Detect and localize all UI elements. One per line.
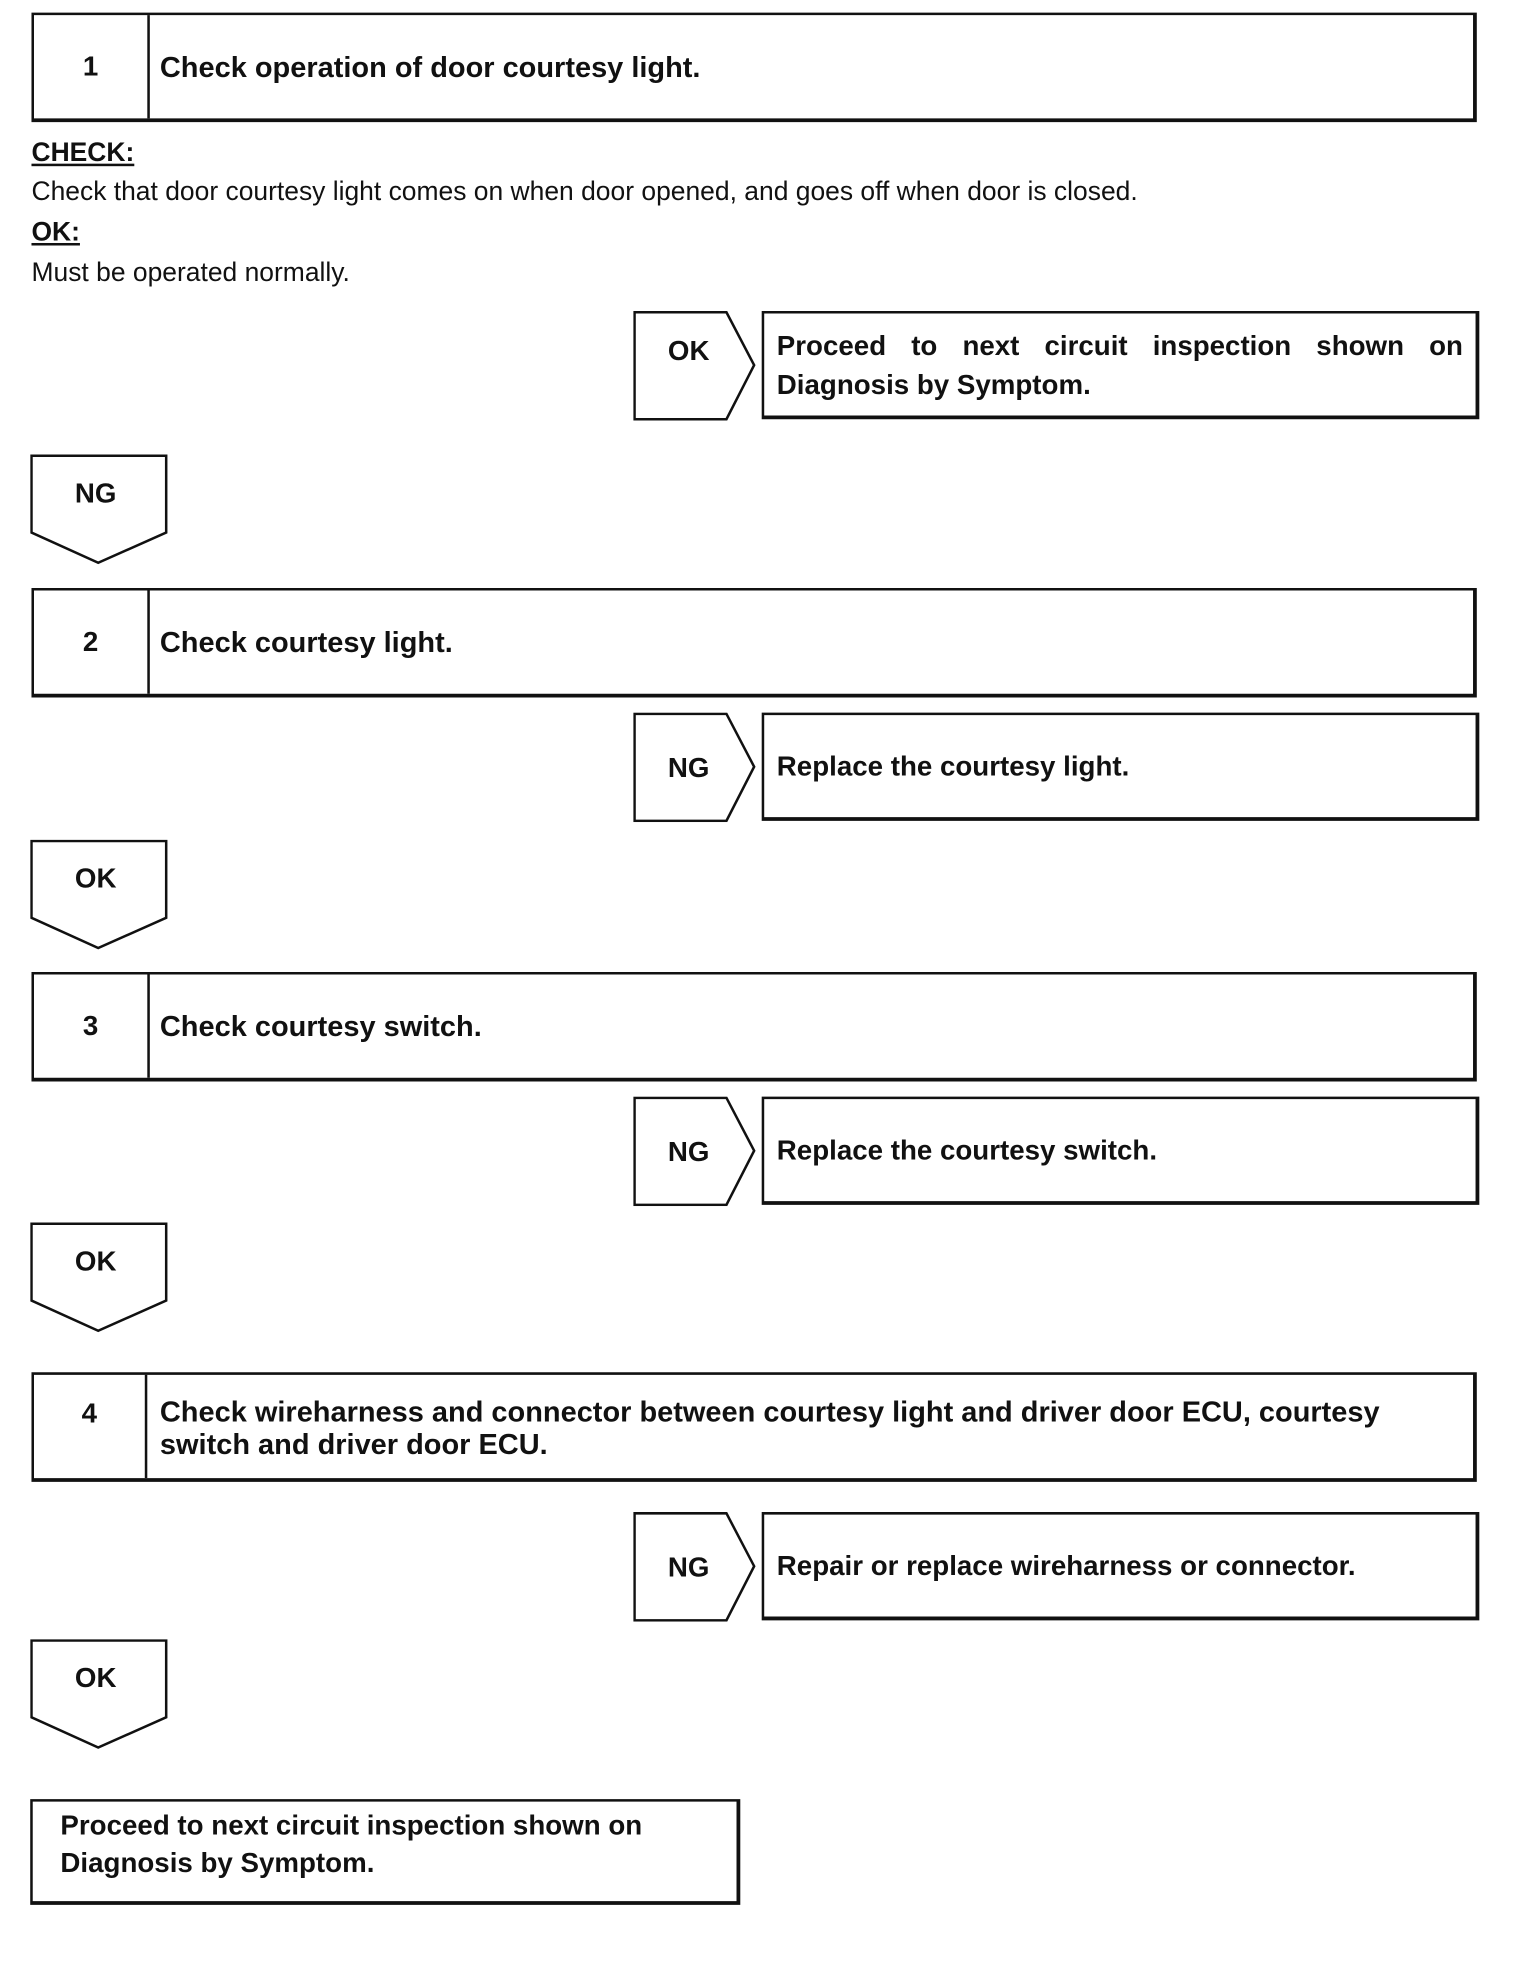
- step-number: 1: [34, 15, 150, 118]
- result-box-2: [762, 713, 1480, 821]
- step-2-box: [31, 588, 1476, 698]
- branch-label: NG: [667, 1134, 710, 1167]
- ng-branch-arrow: [633, 713, 756, 823]
- branch-label: NG: [667, 750, 710, 783]
- ok-down-arrow: [30, 1639, 168, 1750]
- result-box-3: [762, 1097, 1480, 1205]
- step-4-box: [31, 1372, 1476, 1482]
- flow-label: NG: [74, 477, 117, 509]
- result-text: Proceed to next circuit inspection shown on Diagnosis by Symptom.: [776, 329, 1463, 400]
- step-number: 4: [34, 1375, 147, 1478]
- flow-label: OK: [74, 862, 117, 894]
- step-title: Check courtesy switch.: [159, 1009, 482, 1043]
- step-number: 2: [34, 590, 150, 693]
- step-title: Check courtesy light.: [159, 625, 453, 659]
- result-text: Repair or replace wireharness or connector.: [776, 1549, 1356, 1582]
- result-box-4: [762, 1512, 1480, 1620]
- flow-label: OK: [74, 1245, 117, 1277]
- step-title: Check wireharness and connector between courtesy light and driver door ECU, courtesy switch and driver door ECU.: [159, 1394, 1380, 1461]
- step-number: 3: [34, 974, 150, 1077]
- flow-label: OK: [74, 1661, 117, 1694]
- result-text: Replace the courtesy switch.: [776, 1134, 1158, 1166]
- ok-label: OK:: [31, 217, 80, 247]
- ng-branch-arrow: [633, 1512, 756, 1622]
- step-3-box: [31, 972, 1476, 1082]
- check-label: CHECK:: [31, 138, 135, 168]
- branch-label: OK: [667, 334, 710, 367]
- ok-down-arrow: [30, 840, 168, 951]
- ng-down-arrow: [30, 454, 168, 565]
- ok-branch-arrow: [633, 311, 756, 421]
- final-result-box: [30, 1799, 740, 1905]
- check-text: Check that door courtesy light comes on when door opened, and goes off when door is closed.: [31, 177, 1138, 207]
- result-box-1: [762, 311, 1480, 419]
- branch-label: NG: [667, 1550, 710, 1582]
- final-result-text: Proceed to next circuit inspection shown on Diagnosis by Symptom.: [60, 1809, 643, 1879]
- ok-down-arrow: [30, 1222, 168, 1333]
- ng-branch-arrow: [633, 1097, 756, 1207]
- result-text: Replace the courtesy light.: [776, 750, 1130, 782]
- step-1-box: [31, 13, 1476, 123]
- ok-text: Must be operated normally.: [31, 258, 350, 288]
- step-title: Check operation of door courtesy light.: [159, 50, 701, 84]
